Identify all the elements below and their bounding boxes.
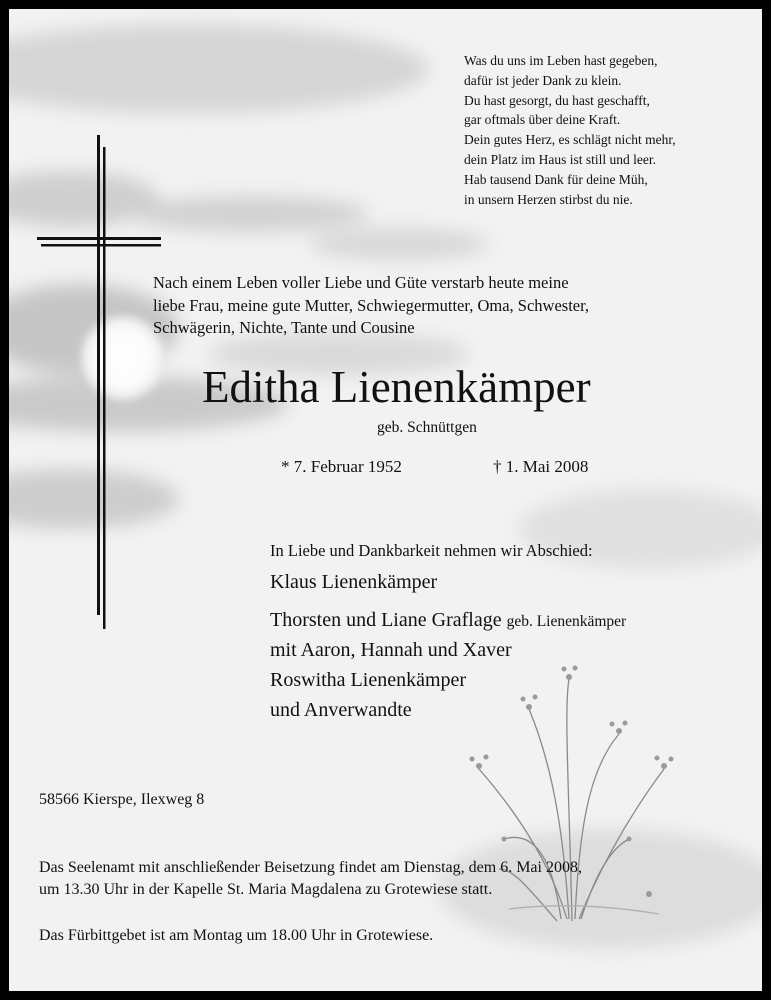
mourner-line: Klaus Lienenkämper	[270, 571, 438, 593]
poem-line: Hab tausend Dank für deine Müh,	[464, 171, 648, 187]
poem-line: in unsern Herzen stirbst du nie.	[464, 191, 633, 207]
poem-line: dafür ist jeder Dank zu klein.	[464, 72, 622, 88]
birth-date: * 7. Februar 1952	[281, 457, 402, 476]
intro-line: liebe Frau, meine gute Mutter, Schwiegermutter, Oma, Schwester,	[153, 295, 590, 315]
address: 58566 Kierspe, Ilexweg 8	[39, 791, 205, 808]
memorial-poem	[464, 51, 676, 209]
cross-icon	[37, 135, 167, 635]
death-date: † 1. Mai 2008	[493, 457, 589, 476]
intro-line: Schwägerin, Nichte, Tante und Cousine	[153, 318, 415, 337]
service-notice	[39, 857, 582, 901]
mourner-maiden-note: geb. Lienenkämper	[506, 613, 627, 630]
mourners-list	[270, 567, 626, 725]
poem-line: Dein gutes Herz, es schlägt nicht mehr,	[464, 132, 676, 148]
mourner-line: Roswitha Lienenkämper	[270, 669, 467, 691]
service-line: um 13.30 Uhr in der Kapelle St. Maria Magdalena zu Grotewiese statt.	[39, 881, 493, 898]
poem-line: Du hast gesorgt, du hast geschafft,	[464, 92, 650, 108]
maiden-name: geb. Schnüttgen	[377, 419, 477, 436]
mourner-names: Thorsten und Liane Graflage	[270, 609, 502, 631]
poem-line: gar oftmals über deine Kraft.	[464, 112, 621, 128]
poem-line: dein Platz im Haus ist still und leer.	[464, 151, 656, 167]
mourner-line	[270, 605, 626, 635]
intro-text	[153, 272, 589, 340]
service-line: Das Seelenamt mit anschließender Beisetzung findet am Dienstag, dem 6. Mai 2008,	[39, 859, 582, 876]
obituary-page	[9, 9, 762, 991]
mourner-line: und Anverwandte	[270, 699, 412, 721]
intro-line: Nach einem Leben voller Liebe und Güte verstarb heute meine	[153, 273, 569, 292]
poem-line: Was du uns im Leben hast gegeben,	[464, 53, 658, 68]
deceased-name: Editha Lienenkämper	[202, 362, 591, 412]
mourner-line: mit Aaron, Hannah und Xaver	[270, 639, 512, 661]
farewell-line: In Liebe und Dankbarkeit nehmen wir Abschied:	[270, 541, 593, 560]
spacer	[270, 597, 626, 605]
prayer-notice: Das Fürbittgebet ist am Montag um 18.00 Uhr in Grotewiese.	[39, 927, 434, 944]
